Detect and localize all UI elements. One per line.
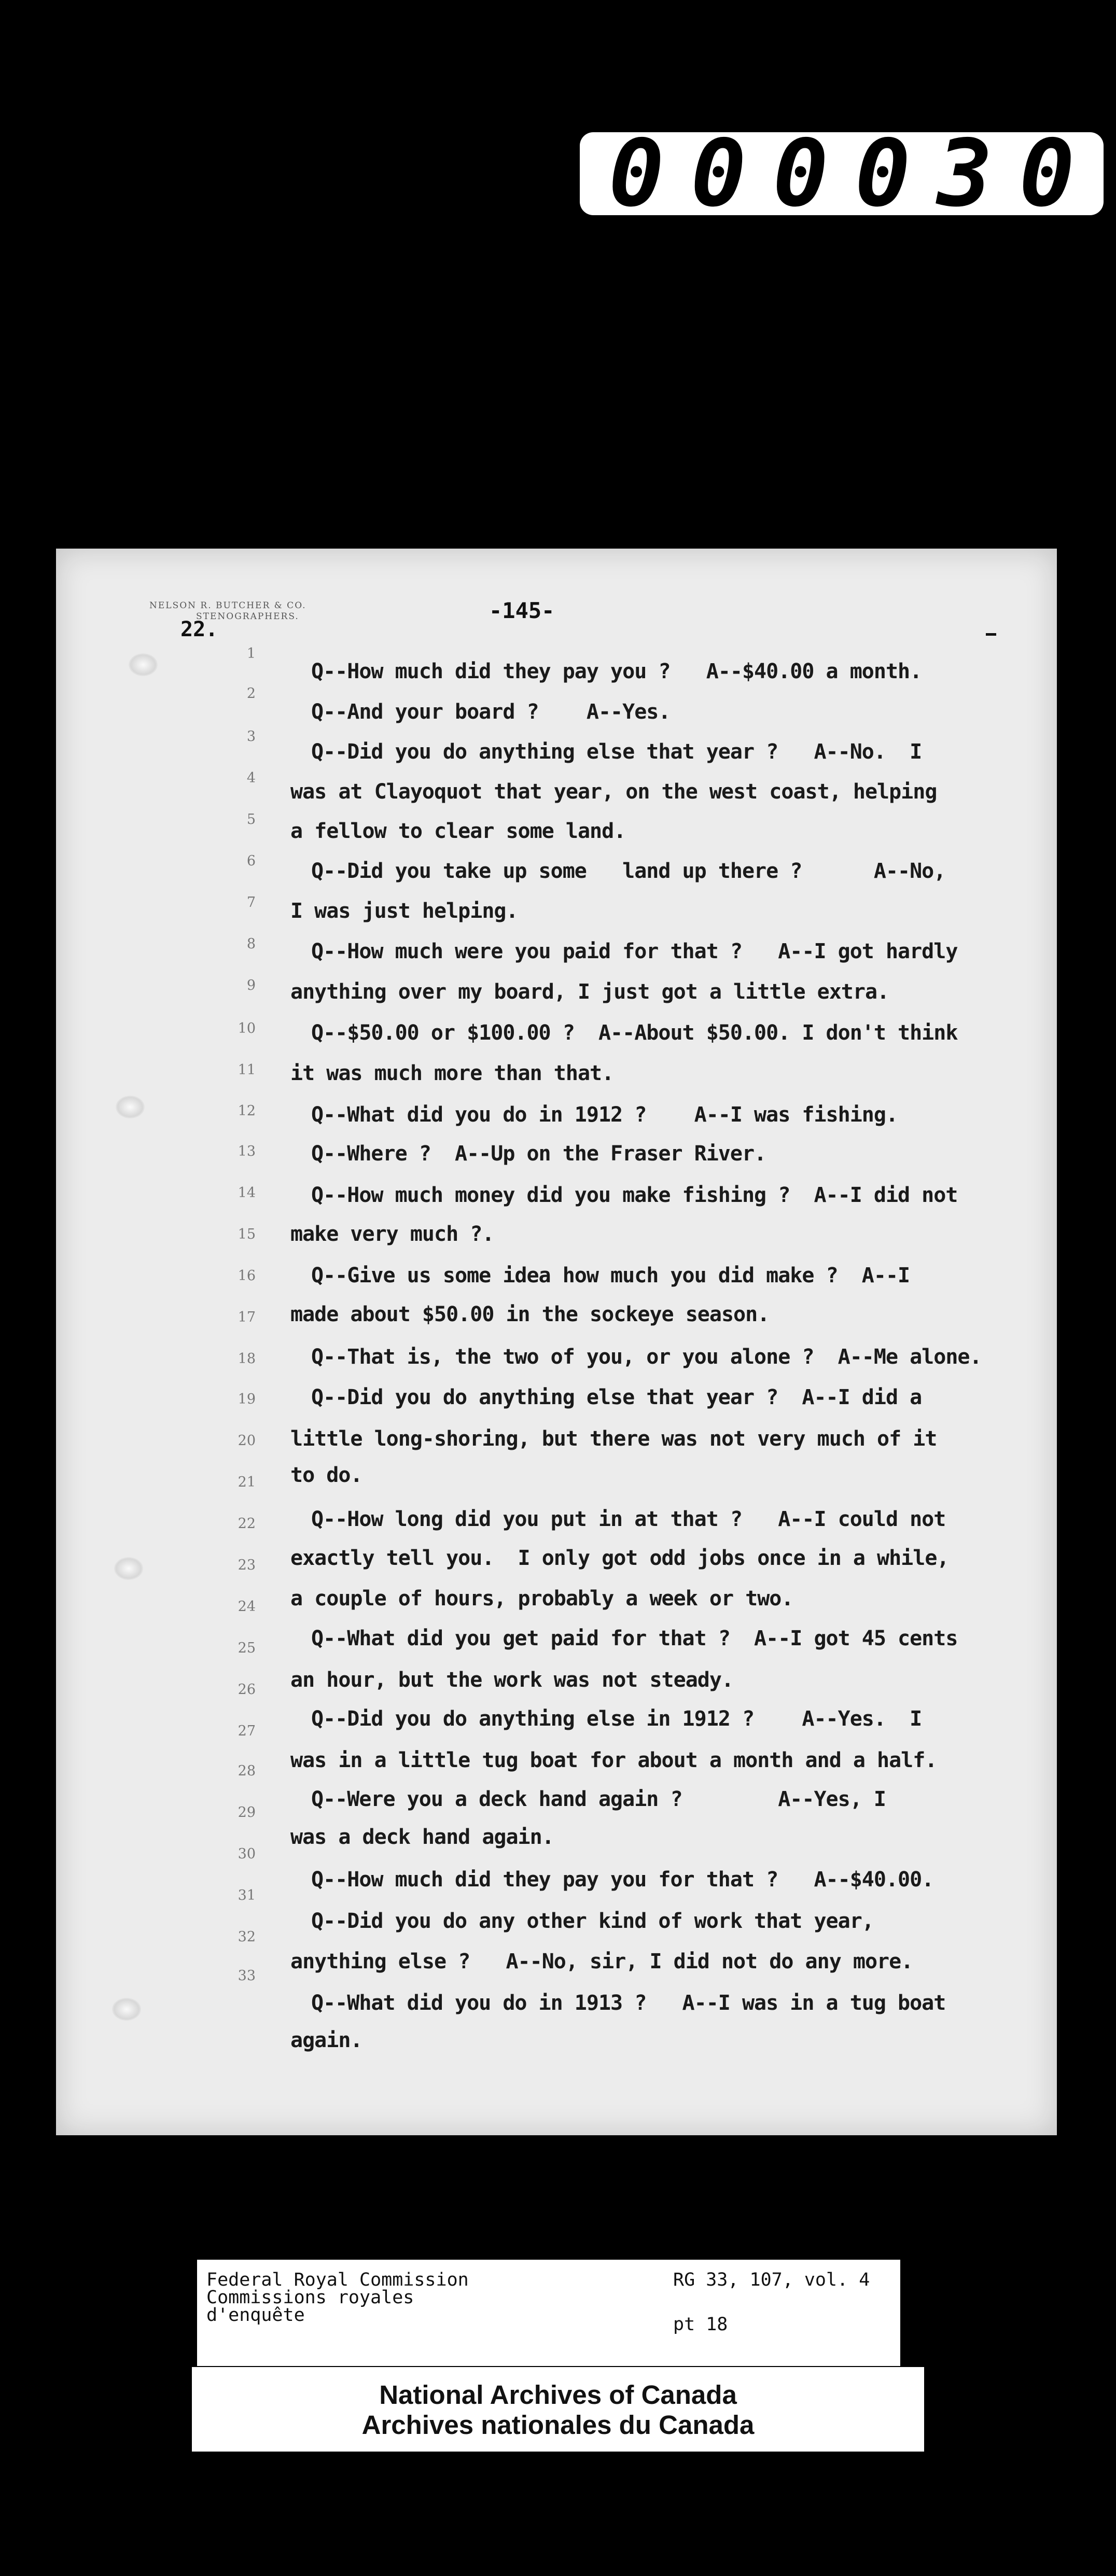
punch-hole — [116, 1096, 145, 1118]
line-number: 8 — [246, 936, 256, 952]
counter-digit: 0 — [1019, 120, 1075, 227]
archive-name-fr: Archives nationales du Canada — [361, 2410, 755, 2440]
counter-digit: 0 — [773, 120, 829, 227]
transcript-line: made about $50.00 in the sockeye season. — [290, 1303, 770, 1326]
line-number: 7 — [246, 894, 256, 911]
transcript-line: make very much ?. — [290, 1222, 494, 1246]
transcript-line: to do. — [290, 1463, 362, 1487]
page-number: -145- — [489, 598, 555, 623]
line-number: 23 — [238, 1557, 256, 1573]
transcript-line: a fellow to clear some land. — [290, 819, 626, 843]
line-number: 14 — [238, 1185, 256, 1201]
transcript-line: Q--How much did they pay you for that ? A--$40.00. — [311, 1868, 934, 1892]
line-number: 24 — [238, 1599, 256, 1615]
collection-name-fr-cont: d'enquête — [206, 2305, 305, 2326]
transcript-line: anything else ? A--No, sir, I did not do any more. — [290, 1950, 913, 1973]
transcript-line: Q--How much did they pay you ? A--$40.00 a month. — [311, 660, 922, 683]
transcript-line: Q--How much were you paid for that ? A--I got hardly — [311, 940, 958, 963]
line-number: 29 — [238, 1804, 256, 1821]
transcript-line: was in a little tug boat for about a month and a half. — [290, 1748, 937, 1772]
transcript-line: Q--That is, the two of you, or you alone ? A--Me alone. — [311, 1345, 982, 1369]
transcript-line: anything over my board, I just got a little extra. — [290, 980, 889, 1004]
line-number: 13 — [238, 1143, 256, 1159]
transcript-line: Q--Did you take up some land up there ? A--No, — [311, 859, 946, 883]
transcript-line: a couple of hours, probably a week or two. — [290, 1587, 793, 1611]
punch-hole — [112, 1998, 141, 2021]
transcript-line: again. — [290, 2028, 362, 2052]
line-number: 15 — [238, 1226, 256, 1242]
transcript-line: Q--What did you do in 1913 ? A--I was in a tug boat — [311, 1991, 946, 2015]
transcript-line: little long-shoring, but there was not very much of it — [290, 1427, 937, 1451]
line-number: 16 — [238, 1268, 256, 1284]
line-number: 31 — [238, 1887, 256, 1903]
line-number: 5 — [246, 811, 256, 828]
line-number: 28 — [238, 1763, 256, 1779]
transcript-line: Q--Give us some idea how much you did make ? A--I — [311, 1264, 910, 1287]
counter-digit: 3 — [937, 120, 993, 227]
archive-part: pt 18 — [673, 2314, 728, 2335]
transcript-line: Q--How much money did you make fishing ? A--I did not — [311, 1183, 958, 1207]
letterhead-firm: NELSON R. BUTCHER & CO. — [149, 600, 306, 611]
letterhead — [149, 600, 306, 623]
line-number: 32 — [238, 1929, 256, 1945]
archive-name-en: National Archives of Canada — [379, 2380, 737, 2410]
line-number: 1 — [246, 646, 256, 662]
counter-digit: 0 — [608, 120, 664, 227]
transcript-line: I was just helping. — [290, 899, 518, 923]
archive-banner — [192, 2366, 924, 2452]
line-number: 19 — [238, 1391, 256, 1407]
transcript-page — [56, 549, 1057, 2135]
line-number: 27 — [238, 1723, 256, 1739]
line-number: 6 — [246, 853, 256, 869]
margin-mark — [986, 633, 996, 636]
transcript-line: Q--Did you do anything else in 1912 ? A--Yes. I — [311, 1707, 922, 1731]
line-number: 9 — [246, 977, 256, 993]
transcript-line: Q--What did you do in 1912 ? A--I was fishing. — [311, 1103, 898, 1127]
transcript-line: was a deck hand again. — [290, 1825, 554, 1849]
line-number: 11 — [238, 1062, 256, 1078]
letterhead-subtitle: STENOGRAPHERS. — [196, 611, 299, 622]
transcript-line: Q--Did you do anything else that year ? A--No. I — [311, 740, 922, 764]
transcript-line: Q--What did you get paid for that ? A--I got 45 cents — [311, 1627, 958, 1650]
archive-reference: RG 33, 107, vol. 4 — [673, 2270, 870, 2290]
line-number: 4 — [246, 770, 256, 786]
transcript-line: Q--$50.00 or $100.00 ? A--About $50.00. I don't think — [311, 1021, 958, 1045]
transcript-line: Q--How long did you put in at that ? A--I could not — [311, 1507, 946, 1531]
frame-counter — [580, 120, 1104, 227]
line-number: 26 — [238, 1682, 256, 1698]
transcript-line: it was much more than that. — [290, 1061, 614, 1085]
counter-digit: 0 — [855, 120, 911, 227]
line-number: 21 — [238, 1474, 256, 1490]
collection-name-fr: Commissions royales — [206, 2287, 414, 2308]
collection-name-en: Federal Royal Commission — [206, 2270, 469, 2290]
line-number: 30 — [238, 1846, 256, 1862]
line-number: 25 — [238, 1640, 256, 1656]
line-number: 33 — [238, 1968, 256, 1984]
line-number: 10 — [238, 1020, 256, 1037]
line-number: 20 — [238, 1433, 256, 1449]
archive-label — [197, 2260, 900, 2366]
line-number: 2 — [246, 685, 256, 702]
punch-hole — [129, 653, 158, 676]
transcript-line: Q--Did you do any other kind of work that year, — [311, 1909, 874, 1933]
transcript-line: Q--Where ? A--Up on the Fraser River. — [311, 1142, 766, 1166]
transcript-line: Q--Were you a deck hand again ? A--Yes, I — [311, 1787, 886, 1811]
sheet-number: 22. — [180, 618, 218, 641]
line-number: 18 — [238, 1351, 256, 1367]
line-number: 17 — [238, 1309, 256, 1325]
transcript-line: Q--And your board ? A--Yes. — [311, 700, 671, 724]
punch-hole — [114, 1557, 143, 1580]
transcript-line: Q--Did you do anything else that year ? A--I did a — [311, 1385, 922, 1409]
transcript-line: an hour, but the work was not steady. — [290, 1668, 734, 1692]
counter-digit: 0 — [690, 120, 747, 227]
line-number: 22 — [238, 1516, 256, 1532]
transcript-line: exactly tell you. I only got odd jobs once in a while, — [290, 1546, 949, 1570]
transcript-line: was at Clayoquot that year, on the west coast, helping — [290, 780, 937, 804]
line-number: 12 — [238, 1103, 256, 1119]
line-number: 3 — [246, 729, 256, 745]
